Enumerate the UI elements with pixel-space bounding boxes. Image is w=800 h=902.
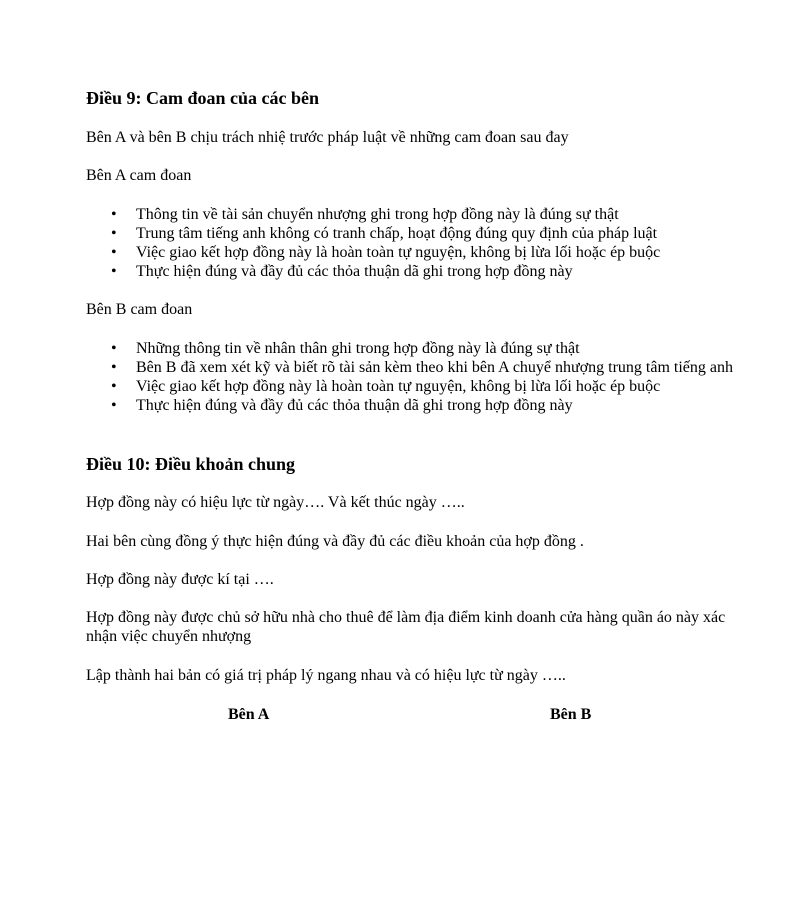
article-9-title: Điều 9: Cam đoan của các bên bbox=[86, 88, 319, 108]
party-b-commitment-list bbox=[86, 339, 736, 415]
list-item: • Bên B đã xem xét kỹ và biết rõ tài sản kèm theo khi bên A chuyể nhượng trung tâm tiếng anh bbox=[111, 359, 734, 376]
article-10-paragraph: Hợp đồng này được chủ sở hữu nhà cho thuê để làm địa điểm kinh doanh cửa hàng quần áo này xác nhận việc chuyển nhượng bbox=[86, 609, 726, 645]
bullet-icon: • bbox=[111, 244, 117, 261]
bullet-icon: • bbox=[111, 225, 117, 242]
list-item: • Việc giao kết hợp đồng này là hoàn toàn tự nguyện, không bị lừa lối hoặc ép buộc bbox=[111, 244, 661, 261]
list-item: • Thực hiện đúng và đầy đủ các thỏa thuận dã ghi trong hợp đồng này bbox=[111, 397, 573, 414]
article-9-intro: Bên A và bên B chịu trách nhiệ trước pháp luật về những cam đoan sau đay bbox=[86, 129, 569, 146]
article-10-paragraph: Hai bên cùng đồng ý thực hiện đúng và đầy đủ các điều khoản của hợp đồng . bbox=[86, 533, 584, 550]
signature-party-a: Bên A bbox=[228, 706, 270, 723]
bullet-icon: • bbox=[111, 206, 117, 223]
list-item: • Thông tin về tài sản chuyển nhượng ghi trong hợp đồng này là đúng sự thật bbox=[111, 206, 619, 223]
article-10-title: Điều 10: Điều khoản chung bbox=[86, 454, 296, 474]
bullet-icon: • bbox=[111, 359, 117, 376]
article-10-paragraph: Hợp đồng này được kí tại …. bbox=[86, 571, 274, 588]
list-item: • Thực hiện đúng và đầy đủ các thỏa thuận dã ghi trong hợp đồng này bbox=[111, 263, 573, 280]
party-a-commitment-list bbox=[86, 205, 736, 281]
list-item: • Việc giao kết hợp đồng này là hoàn toàn tự nguyện, không bị lừa lối hoặc ép buộc bbox=[111, 378, 661, 395]
bullet-icon: • bbox=[111, 397, 117, 414]
party-b-commitment-label: Bên B cam đoan bbox=[86, 301, 193, 318]
article-10-paragraph: Hợp đồng này có hiệu lực từ ngày…. Và kết thúc ngày ….. bbox=[86, 494, 465, 511]
bullet-icon: • bbox=[111, 340, 117, 357]
article-10-paragraph: Lập thành hai bản có giá trị pháp lý ngang nhau và có hiệu lực từ ngày ….. bbox=[86, 667, 566, 684]
list-item: • Trung tâm tiếng anh không có tranh chấp, hoạt động đúng quy định của pháp luật bbox=[111, 225, 658, 242]
bullet-icon: • bbox=[111, 263, 117, 280]
signature-party-b: Bên B bbox=[550, 706, 592, 723]
party-a-commitment-label: Bên A cam đoan bbox=[86, 167, 192, 184]
list-item: • Những thông tin về nhân thân ghi trong hợp đồng này là đúng sự thật bbox=[111, 340, 580, 357]
bullet-icon: • bbox=[111, 378, 117, 395]
